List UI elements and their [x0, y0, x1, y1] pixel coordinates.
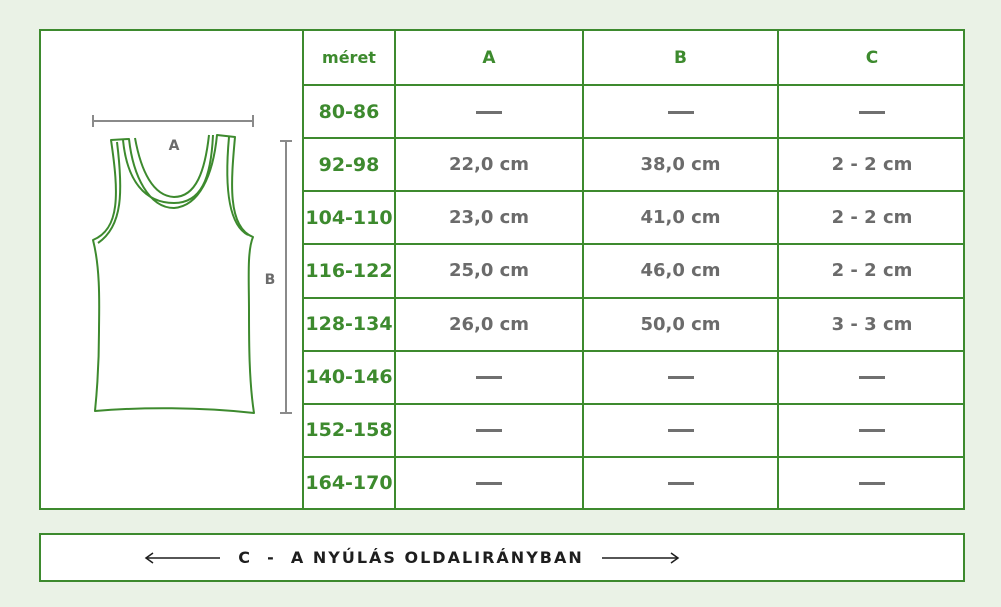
value-cell-a: 23,0 cm [395, 191, 583, 244]
dash-icon [668, 482, 694, 485]
measure-label-b: B [264, 272, 276, 288]
value-cell-b [583, 85, 778, 138]
dash-icon [476, 482, 502, 485]
tank-top-drawing [41, 31, 304, 508]
dash-icon [668, 376, 694, 379]
value-cell-b: 41,0 cm [583, 191, 778, 244]
arrow-left-icon [144, 552, 220, 564]
header-size: méret [304, 31, 395, 85]
dash-icon [859, 429, 885, 432]
dash-icon [476, 429, 502, 432]
value-cell-c: 2 - 2 cm [778, 191, 965, 244]
table-row [304, 191, 965, 244]
value-cell-c [778, 85, 965, 138]
value-cell-c [778, 404, 965, 457]
header-a: A [395, 31, 583, 85]
value-cell-b: 50,0 cm [583, 298, 778, 351]
value-cell-b: 38,0 cm [583, 138, 778, 191]
table-row [304, 138, 965, 191]
value-cell-b [583, 351, 778, 404]
value-cell-a: 22,0 cm [395, 138, 583, 191]
dash-icon [859, 376, 885, 379]
arrow-right-icon [602, 552, 680, 564]
table-row [304, 351, 965, 404]
size-cell: 104-110 [304, 191, 395, 244]
value-cell-a: 25,0 cm [395, 244, 583, 297]
table-row [304, 404, 965, 457]
value-cell-c: 3 - 3 cm [778, 298, 965, 351]
dash-icon [668, 111, 694, 114]
header-b: B [583, 31, 778, 85]
size-cell: 128-134 [304, 298, 395, 351]
value-cell-a [395, 404, 583, 457]
value-cell-a [395, 457, 583, 508]
size-table [304, 31, 965, 508]
table-row [304, 298, 965, 351]
value-cell-a [395, 85, 583, 138]
value-cell-c: 2 - 2 cm [778, 244, 965, 297]
dash-icon [476, 376, 502, 379]
dash-icon [859, 482, 885, 485]
size-cell: 80-86 [304, 85, 395, 138]
footer-note [39, 533, 965, 582]
table-row [304, 457, 965, 508]
size-cell: 140-146 [304, 351, 395, 404]
table-row [304, 244, 965, 297]
table-header-row [304, 31, 965, 85]
tank-top-illustration [41, 31, 304, 508]
measure-label-a: A [168, 138, 180, 154]
size-cell: 152-158 [304, 404, 395, 457]
value-cell-c [778, 351, 965, 404]
value-cell-b: 46,0 cm [583, 244, 778, 297]
header-c: C [778, 31, 965, 85]
size-cell: 92-98 [304, 138, 395, 191]
dash-icon [668, 429, 694, 432]
value-cell-a: 26,0 cm [395, 298, 583, 351]
size-chart-box [39, 29, 965, 510]
dash-icon [859, 111, 885, 114]
size-cell: 116-122 [304, 244, 395, 297]
footer-text: C - A NYÚLÁS OLDALIRÁNYBAN [238, 548, 584, 567]
value-cell-c [778, 457, 965, 508]
value-cell-b [583, 404, 778, 457]
value-cell-b [583, 457, 778, 508]
dash-icon [476, 111, 502, 114]
value-cell-a [395, 351, 583, 404]
value-cell-c: 2 - 2 cm [778, 138, 965, 191]
table-row [304, 85, 965, 138]
size-cell: 164-170 [304, 457, 395, 508]
